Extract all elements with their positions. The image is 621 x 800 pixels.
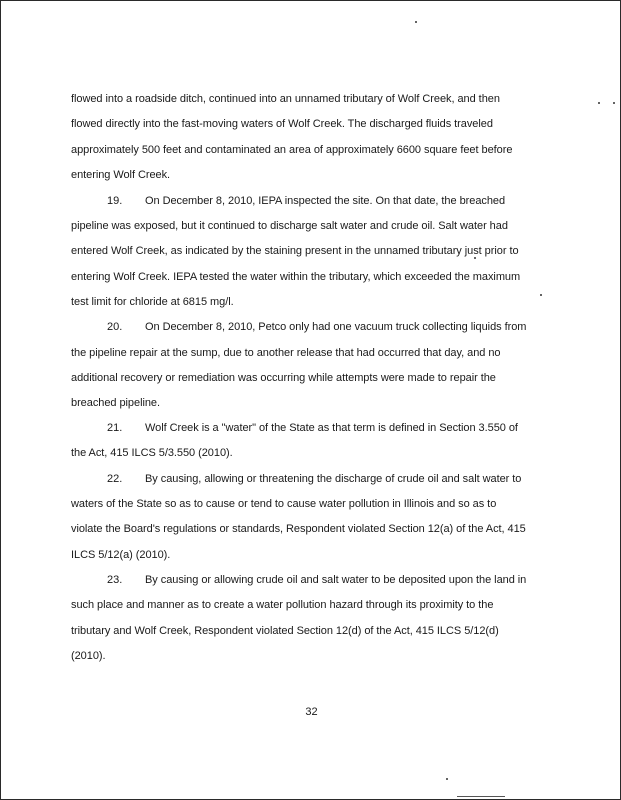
- paragraph-number-21: 21.: [107, 422, 123, 434]
- text-line: entered Wolf Creek, as indicated by the staining present in the unnamed tributary just prior to: [71, 245, 519, 257]
- scan-speck: [446, 778, 448, 780]
- scan-speck: [474, 257, 476, 259]
- scan-speck: [540, 294, 542, 296]
- text-line: waters of the State so as to cause or tend to cause water pollution in Illinois and so as to: [71, 498, 497, 510]
- text-line: the Act, 415 ILCS 5/3.550 (2010).: [71, 447, 233, 459]
- scan-speck: [598, 102, 600, 104]
- paragraph-23-first-line: By causing or allowing crude oil and salt water to be deposited upon the land in: [145, 574, 527, 586]
- paragraph-20-first-line: On December 8, 2010, Petco only had one vacuum truck collecting liquids from: [145, 321, 527, 333]
- text-line: such place and manner as to create a water pollution hazard through its proximity to the: [71, 599, 494, 611]
- text-line: tributary and Wolf Creek, Respondent violated Section 12(d) of the Act, 415 ILCS 5/12(d): [71, 625, 499, 637]
- scan-speck: [613, 102, 615, 104]
- paragraph-number-23: 23.: [107, 574, 123, 586]
- paragraph-number-19: 19.: [107, 195, 123, 207]
- text-line: flowed into a roadside ditch, continued into an unnamed tributary of Wolf Creek, and then: [71, 93, 500, 105]
- text-line: violate the Board's regulations or standards, Respondent violated Section 12(a) of the Act, 415: [71, 523, 526, 535]
- text-line: flowed directly into the fast-moving waters of Wolf Creek. The discharged fluids traveled: [71, 118, 493, 130]
- text-line: breached pipeline.: [71, 397, 161, 409]
- paragraph-number-20: 20.: [107, 321, 123, 333]
- text-line: approximately 500 feet and contaminated an area of approximately 6600 square feet before: [71, 144, 513, 156]
- text-line: additional recovery or remediation was occurring while attempts were made to repair the: [71, 372, 496, 384]
- page-number: 32: [305, 706, 318, 718]
- text-line: ILCS 5/12(a) (2010).: [71, 549, 171, 561]
- paragraph-21-first-line: Wolf Creek is a "water" of the State as that term is defined in Section 3.550 of: [145, 422, 518, 434]
- text-line: (2010).: [71, 650, 106, 662]
- text-line: pipeline was exposed, but it continued to discharge salt water and crude oil. Salt water had: [71, 220, 508, 232]
- text-line: test limit for chloride at 6815 mg/l.: [71, 296, 234, 308]
- scan-line: [457, 796, 505, 797]
- text-line: entering Wolf Creek.: [71, 169, 171, 181]
- text-line: entering Wolf Creek. IEPA tested the water within the tributary, which exceeded the maximum: [71, 271, 521, 283]
- paragraph-number-22: 22.: [107, 473, 123, 485]
- paragraph-19-first-line: On December 8, 2010, IEPA inspected the site. On that date, the breached: [145, 195, 506, 207]
- text-line: the pipeline repair at the sump, due to another release that had occurred that day, and no: [71, 347, 501, 359]
- scan-speck: [415, 21, 417, 23]
- paragraph-22-first-line: By causing, allowing or threatening the discharge of crude oil and salt water to: [145, 473, 522, 485]
